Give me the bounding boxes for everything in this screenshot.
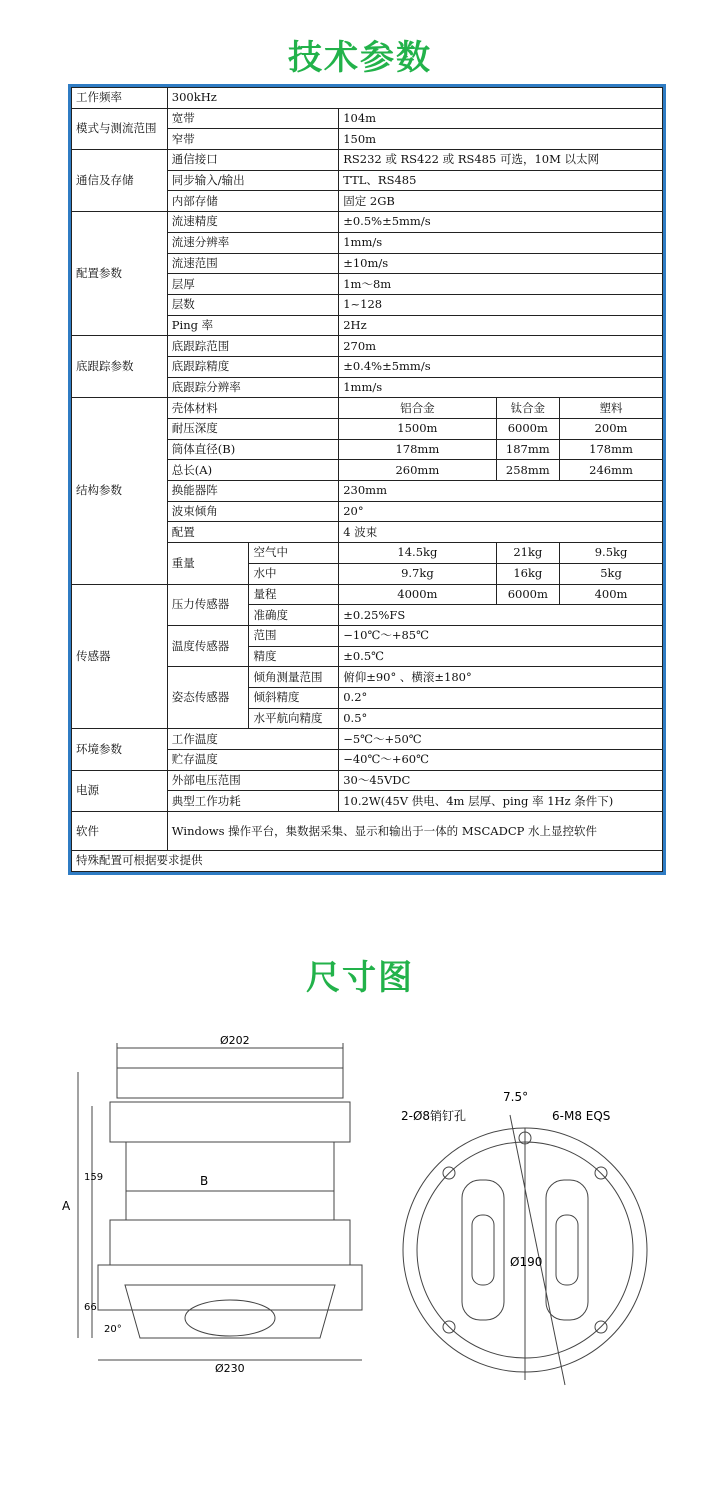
table-row: 传感器 压力传感器 量程 4000m 6000m 400m: [72, 584, 663, 605]
table-row: 通信及存储 通信接口 RS232 或 RS422 或 RS485 可选，10M 以太网: [72, 150, 663, 171]
table-row: 流速范围 ±10m/s: [72, 253, 663, 274]
table-row: 重量 空气中 14.5kg 21kg 9.5kg: [72, 543, 663, 564]
dim-d202: Ø202: [220, 1034, 250, 1047]
dim-b: B: [200, 1174, 209, 1188]
top-view: [403, 1115, 647, 1385]
table-row: 配置参数 流速精度 ±0.5%±5mm/s: [72, 212, 663, 233]
table-row: 环境参数 工作温度 −5℃～+50℃: [72, 729, 663, 750]
table-row: 配置 4 波束: [72, 522, 663, 543]
table-row: 波束倾角 20°: [72, 501, 663, 522]
table-row: 底跟踪分辨率 1mm/s: [72, 377, 663, 398]
dim-a: A: [62, 1199, 71, 1213]
table-row: 工作频率 300kHz: [72, 88, 663, 109]
table-row: 水中 9.7kg 16kg 5kg: [72, 563, 663, 584]
table-row: 同步输入/输出 TTL、RS485: [72, 170, 663, 191]
side-view: [78, 1043, 362, 1360]
table-row: 准确度 ±0.25%FS: [72, 605, 663, 626]
label-pin-holes: 2-Ø8销钉孔: [401, 1109, 467, 1123]
spec-table: [71, 87, 663, 872]
table-row: 底跟踪参数 底跟踪范围 270m: [72, 336, 663, 357]
drawing-svg: [0, 1020, 720, 1460]
dim-20: 20°: [104, 1324, 122, 1335]
table-row: 流速分辨率 1mm/s: [72, 232, 663, 253]
dims-heading: 尺寸图: [306, 958, 414, 998]
table-row: 典型工作功耗 10.2W(45V 供电、4m 层厚、ping 率 1Hz 条件下): [72, 791, 663, 812]
label-screws: 6-M8 EQS: [552, 1109, 611, 1123]
label-angle-75: 7.5°: [503, 1090, 529, 1104]
table-row: 总长(A) 260mm 258mm 246mm: [72, 460, 663, 481]
table-row: 换能器阵 230mm: [72, 481, 663, 502]
table-row: 筒体直径(B) 178mm 187mm 178mm: [72, 439, 663, 460]
table-row: 窄带 150m: [72, 129, 663, 150]
table-row: 温度传感器 范围 −10℃～+85℃: [72, 625, 663, 646]
table-row: 软件 Windows 操作平台，集数据采集、显示和输出于一体的 MSCADCP 水上显控软件: [72, 812, 663, 851]
label-d190: Ø190: [510, 1255, 543, 1269]
table-row: 特殊配置可根据要求提供: [72, 851, 663, 872]
table-row: 贮存温度 −40℃～+60℃: [72, 750, 663, 771]
table-row: 底跟踪精度 ±0.4%±5mm/s: [72, 356, 663, 377]
dim-d230: Ø230: [215, 1362, 245, 1375]
table-row: Ping 率 2Hz: [72, 315, 663, 336]
spec-table-frame: [68, 84, 666, 875]
table-row: 姿态传感器 倾角测量范围 俯仰±90° 、横滚±180°: [72, 667, 663, 688]
table-row: 层数 1~128: [72, 294, 663, 315]
spec-heading: 技术参数: [288, 38, 432, 78]
dim-66: 66: [84, 1302, 97, 1313]
table-row: 水平航向精度 0.5°: [72, 708, 663, 729]
table-row: 结构参数 壳体材料 铝合金 钛合金 塑料: [72, 398, 663, 419]
dim-159: 159: [84, 1172, 104, 1183]
table-row: 层厚 1m～8m: [72, 274, 663, 295]
table-row: 内部存储 固定 2GB: [72, 191, 663, 212]
table-row: 模式与测流范围 宽带 104m: [72, 108, 663, 129]
table-row: 耐压深度 1500m 6000m 200m: [72, 419, 663, 440]
table-row: 精度 ±0.5℃: [72, 646, 663, 667]
table-row: 电源 外部电压范围 30～45VDC: [72, 770, 663, 791]
dimension-drawings: [0, 1020, 720, 1460]
table-row: 倾斜精度 0.2°: [72, 687, 663, 708]
